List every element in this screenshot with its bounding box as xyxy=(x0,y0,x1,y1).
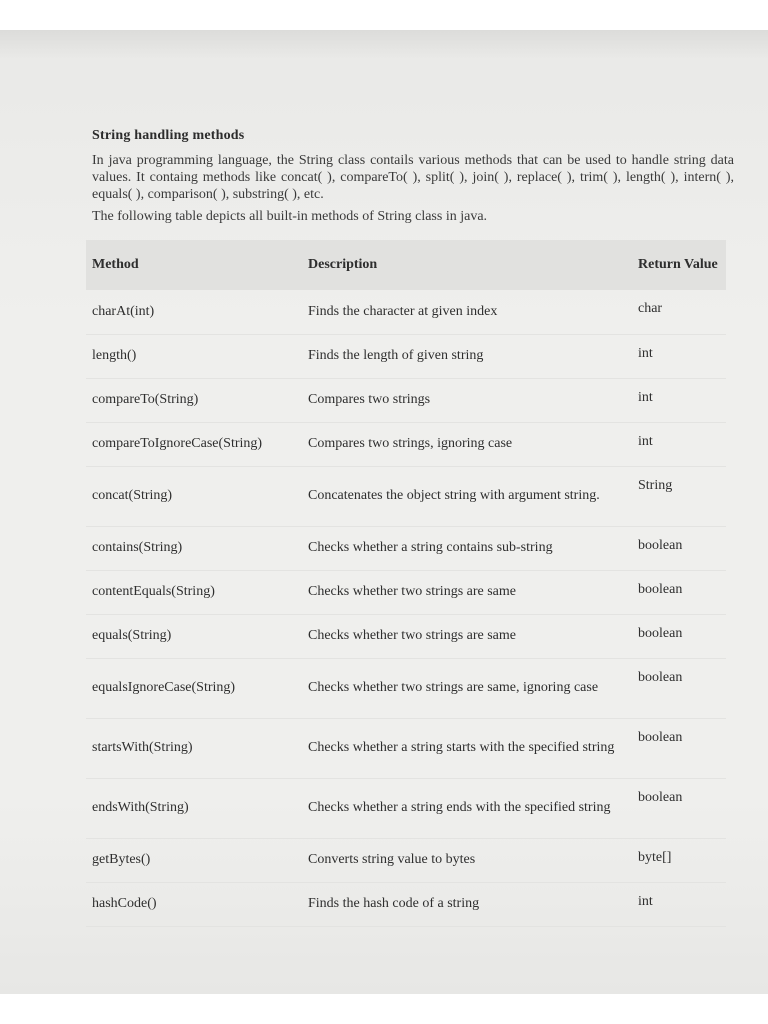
return-value-cell: int xyxy=(632,882,726,926)
string-methods-table xyxy=(86,240,726,927)
method-cell: length() xyxy=(86,334,302,378)
table-row xyxy=(86,290,726,334)
description-cell: Compares two strings xyxy=(302,378,632,422)
method-cell: compareToIgnoreCase(String) xyxy=(86,422,302,466)
return-value-cell: boolean xyxy=(632,614,726,658)
header-description: Description xyxy=(308,257,378,272)
return-value-cell: int xyxy=(632,378,726,422)
table-row xyxy=(86,614,726,658)
description-cell: Checks whether two strings are same, ignoring case xyxy=(302,658,632,718)
paper-top-edge xyxy=(0,30,768,58)
table-row xyxy=(86,334,726,378)
description-cell: Finds the length of given string xyxy=(302,334,632,378)
table-intro-sentence: The following table depicts all built-in methods of String class in java. xyxy=(92,209,488,224)
table-row xyxy=(86,570,726,614)
return-value-cell: boolean xyxy=(632,718,726,778)
method-cell: hashCode() xyxy=(86,882,302,926)
table-body xyxy=(86,290,726,926)
table-row xyxy=(86,422,726,466)
document-text-block xyxy=(92,128,734,225)
table-row xyxy=(86,718,726,778)
header-method: Method xyxy=(92,257,139,272)
method-cell: contentEquals(String) xyxy=(86,570,302,614)
table-row xyxy=(86,658,726,718)
return-value-cell: int xyxy=(632,422,726,466)
intro-paragraph: In java programming language, the String class contails various methods that can be used to handle string data values. It containg methods like concat( ), compareTo( ), split( ), join( ), replace( ), trim( ), length( ), intern( ), equals( ), comparison( ), substring( ), etc. xyxy=(92,153,734,202)
table-header-row xyxy=(86,240,726,290)
description-cell: Checks whether a string contains sub-string xyxy=(302,526,632,570)
table-row xyxy=(86,838,726,882)
table-row xyxy=(86,526,726,570)
description-cell: Finds the hash code of a string xyxy=(302,882,632,926)
description-cell: Compares two strings, ignoring case xyxy=(302,422,632,466)
table-row xyxy=(86,378,726,422)
header-return-value: Return Value xyxy=(638,257,718,272)
return-value-cell: String xyxy=(632,466,726,526)
method-cell: endsWith(String) xyxy=(86,778,302,838)
method-cell: contains(String) xyxy=(86,526,302,570)
method-cell: compareTo(String) xyxy=(86,378,302,422)
method-cell: concat(String) xyxy=(86,466,302,526)
method-cell: getBytes() xyxy=(86,838,302,882)
return-value-cell: boolean xyxy=(632,526,726,570)
method-cell: charAt(int) xyxy=(86,290,302,334)
description-cell: Checks whether a string ends with the specified string xyxy=(302,778,632,838)
description-cell: Converts string value to bytes xyxy=(302,838,632,882)
method-cell: equalsIgnoreCase(String) xyxy=(86,658,302,718)
table-row xyxy=(86,882,726,926)
method-cell: startsWith(String) xyxy=(86,718,302,778)
table-row xyxy=(86,778,726,838)
description-cell: Concatenates the object string with argument string. xyxy=(302,466,632,526)
return-value-cell: byte[] xyxy=(632,838,726,882)
return-value-cell: boolean xyxy=(632,570,726,614)
description-cell: Finds the character at given index xyxy=(302,290,632,334)
return-value-cell: boolean xyxy=(632,658,726,718)
description-cell: Checks whether two strings are same xyxy=(302,614,632,658)
return-value-cell: int xyxy=(632,334,726,378)
method-cell: equals(String) xyxy=(86,614,302,658)
section-heading: String handling methods xyxy=(92,128,245,143)
return-value-cell: boolean xyxy=(632,778,726,838)
description-cell: Checks whether a string starts with the specified string xyxy=(302,718,632,778)
return-value-cell: char xyxy=(632,290,726,334)
table-row xyxy=(86,466,726,526)
description-cell: Checks whether two strings are same xyxy=(302,570,632,614)
